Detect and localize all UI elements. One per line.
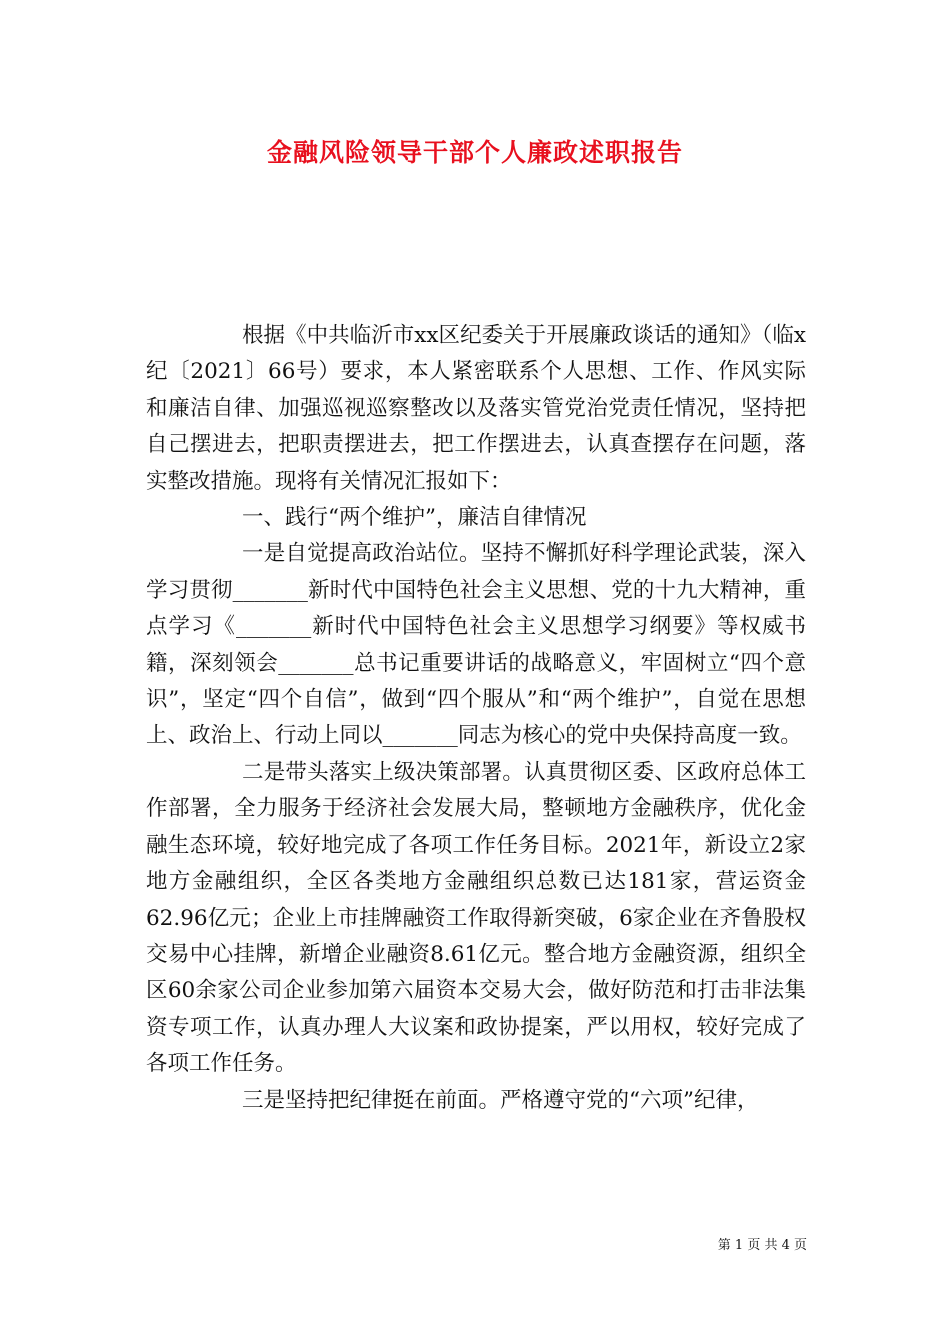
paragraph-point-1: 一是自觉提高政治站位。坚持不懈抓好科学理论武装，深入学习贯彻_______新时代中国特色社会主义思想、党的十九大精神，重点学习《_______新时代中国特色社会主义思想学习纲要》等权威书籍，深刻领会_______总书记重要讲话的战略意义，牢固树立“四个意识”，坚定“四个自信”，做到“四个服从”和“两个维护”，自觉在思想上、政治上、行动上同以_______同志为核心的党中央保持高度一致。 — [146, 541, 806, 749]
section-heading-1: 一、践行“两个维护”，廉洁自律情况 — [242, 505, 587, 531]
paragraph-point-3: 三是坚持把纪律挺在前面。严格遵守党的“六项”纪律， — [242, 1087, 759, 1113]
paragraph-point-2: 二是带头落实上级决策部署。认真贯彻区委、区政府总体工作部署，全力服务于经济社会发展大局，整顿地方金融秩序，优化金融生态环境，较好地完成了各项工作任务目标。2021年，新设立2家地方金融组织，全区各类地方金融组织总数已达181家，营运资金62.96亿元；企业上市挂牌融资工作取得新突破，6家企业在齐鲁股权交易中心挂牌，新增企业融资8.61亿元。整合地方金融资源，组织全区60余家公司企业参加第六届资本交易大会，做好防范和打击非法集资专项工作，认真办理人大议案和政协提案，严以用权，较好完成了各项工作任务。 — [146, 759, 806, 1077]
document-body — [146, 318, 806, 1119]
paragraph-intro: 根据《中共临沂市xx区纪委关于开展廉政谈话的通知》（临x纪〔2021〕66号）要求，本人紧密联系个人思想、工作、作风实际和廉洁自律、加强巡视巡察整改以及落实管党治党责任情况，坚持把自己摆进去，把职责摆进去，把工作摆进去，认真查摆存在问题，落实整改措施。现将有关情况汇报如下： — [146, 323, 806, 494]
document-title: 金融风险领导干部个人廉政述职报告 — [266, 138, 683, 167]
page-footer: 第 1 页 共 4 页 — [717, 1238, 807, 1253]
